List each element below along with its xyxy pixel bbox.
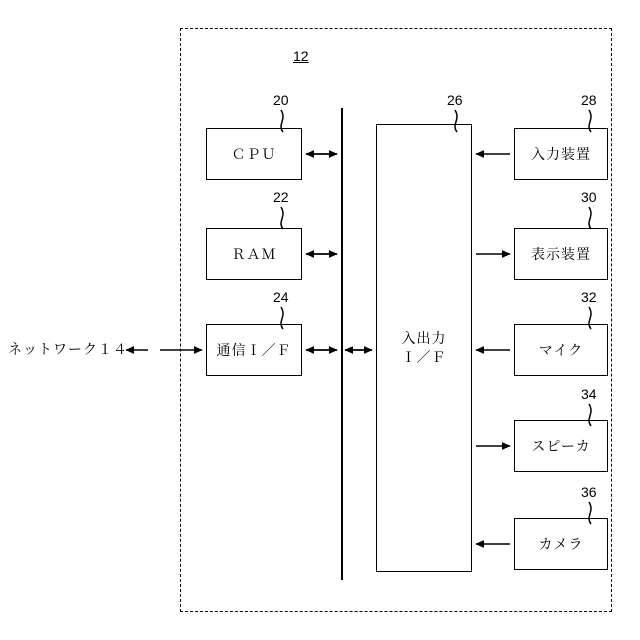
ref-label-camera: 36: [581, 484, 597, 500]
internal-bus-line: [341, 108, 343, 580]
ref-label-speaker: 34: [581, 386, 597, 402]
ref-label-ram: 22: [273, 189, 289, 205]
box-microphone: マイク: [514, 324, 608, 376]
box-io-if: 入出力 Ｉ／Ｆ: [376, 124, 472, 572]
box-ram: ＲＡＭ: [206, 228, 302, 280]
box-comm-if: 通信Ｉ／Ｆ: [206, 324, 302, 376]
frame-reference-label: 12: [293, 48, 309, 64]
ref-label-io-if: 26: [447, 92, 463, 108]
network-label: ネットワーク１４: [8, 341, 128, 357]
box-camera: カメラ: [514, 518, 608, 570]
box-display-device: 表示装置: [514, 228, 608, 280]
ref-label-cpu: 20: [273, 92, 289, 108]
ref-label-input-device: 28: [581, 92, 597, 108]
ref-label-microphone: 32: [581, 289, 597, 305]
ref-label-comm-if: 24: [273, 289, 289, 305]
box-input-device: 入力装置: [514, 128, 608, 180]
box-cpu: ＣＰＵ: [206, 128, 302, 180]
box-speaker: スピーカ: [514, 420, 608, 472]
ref-label-display-device: 30: [581, 189, 597, 205]
